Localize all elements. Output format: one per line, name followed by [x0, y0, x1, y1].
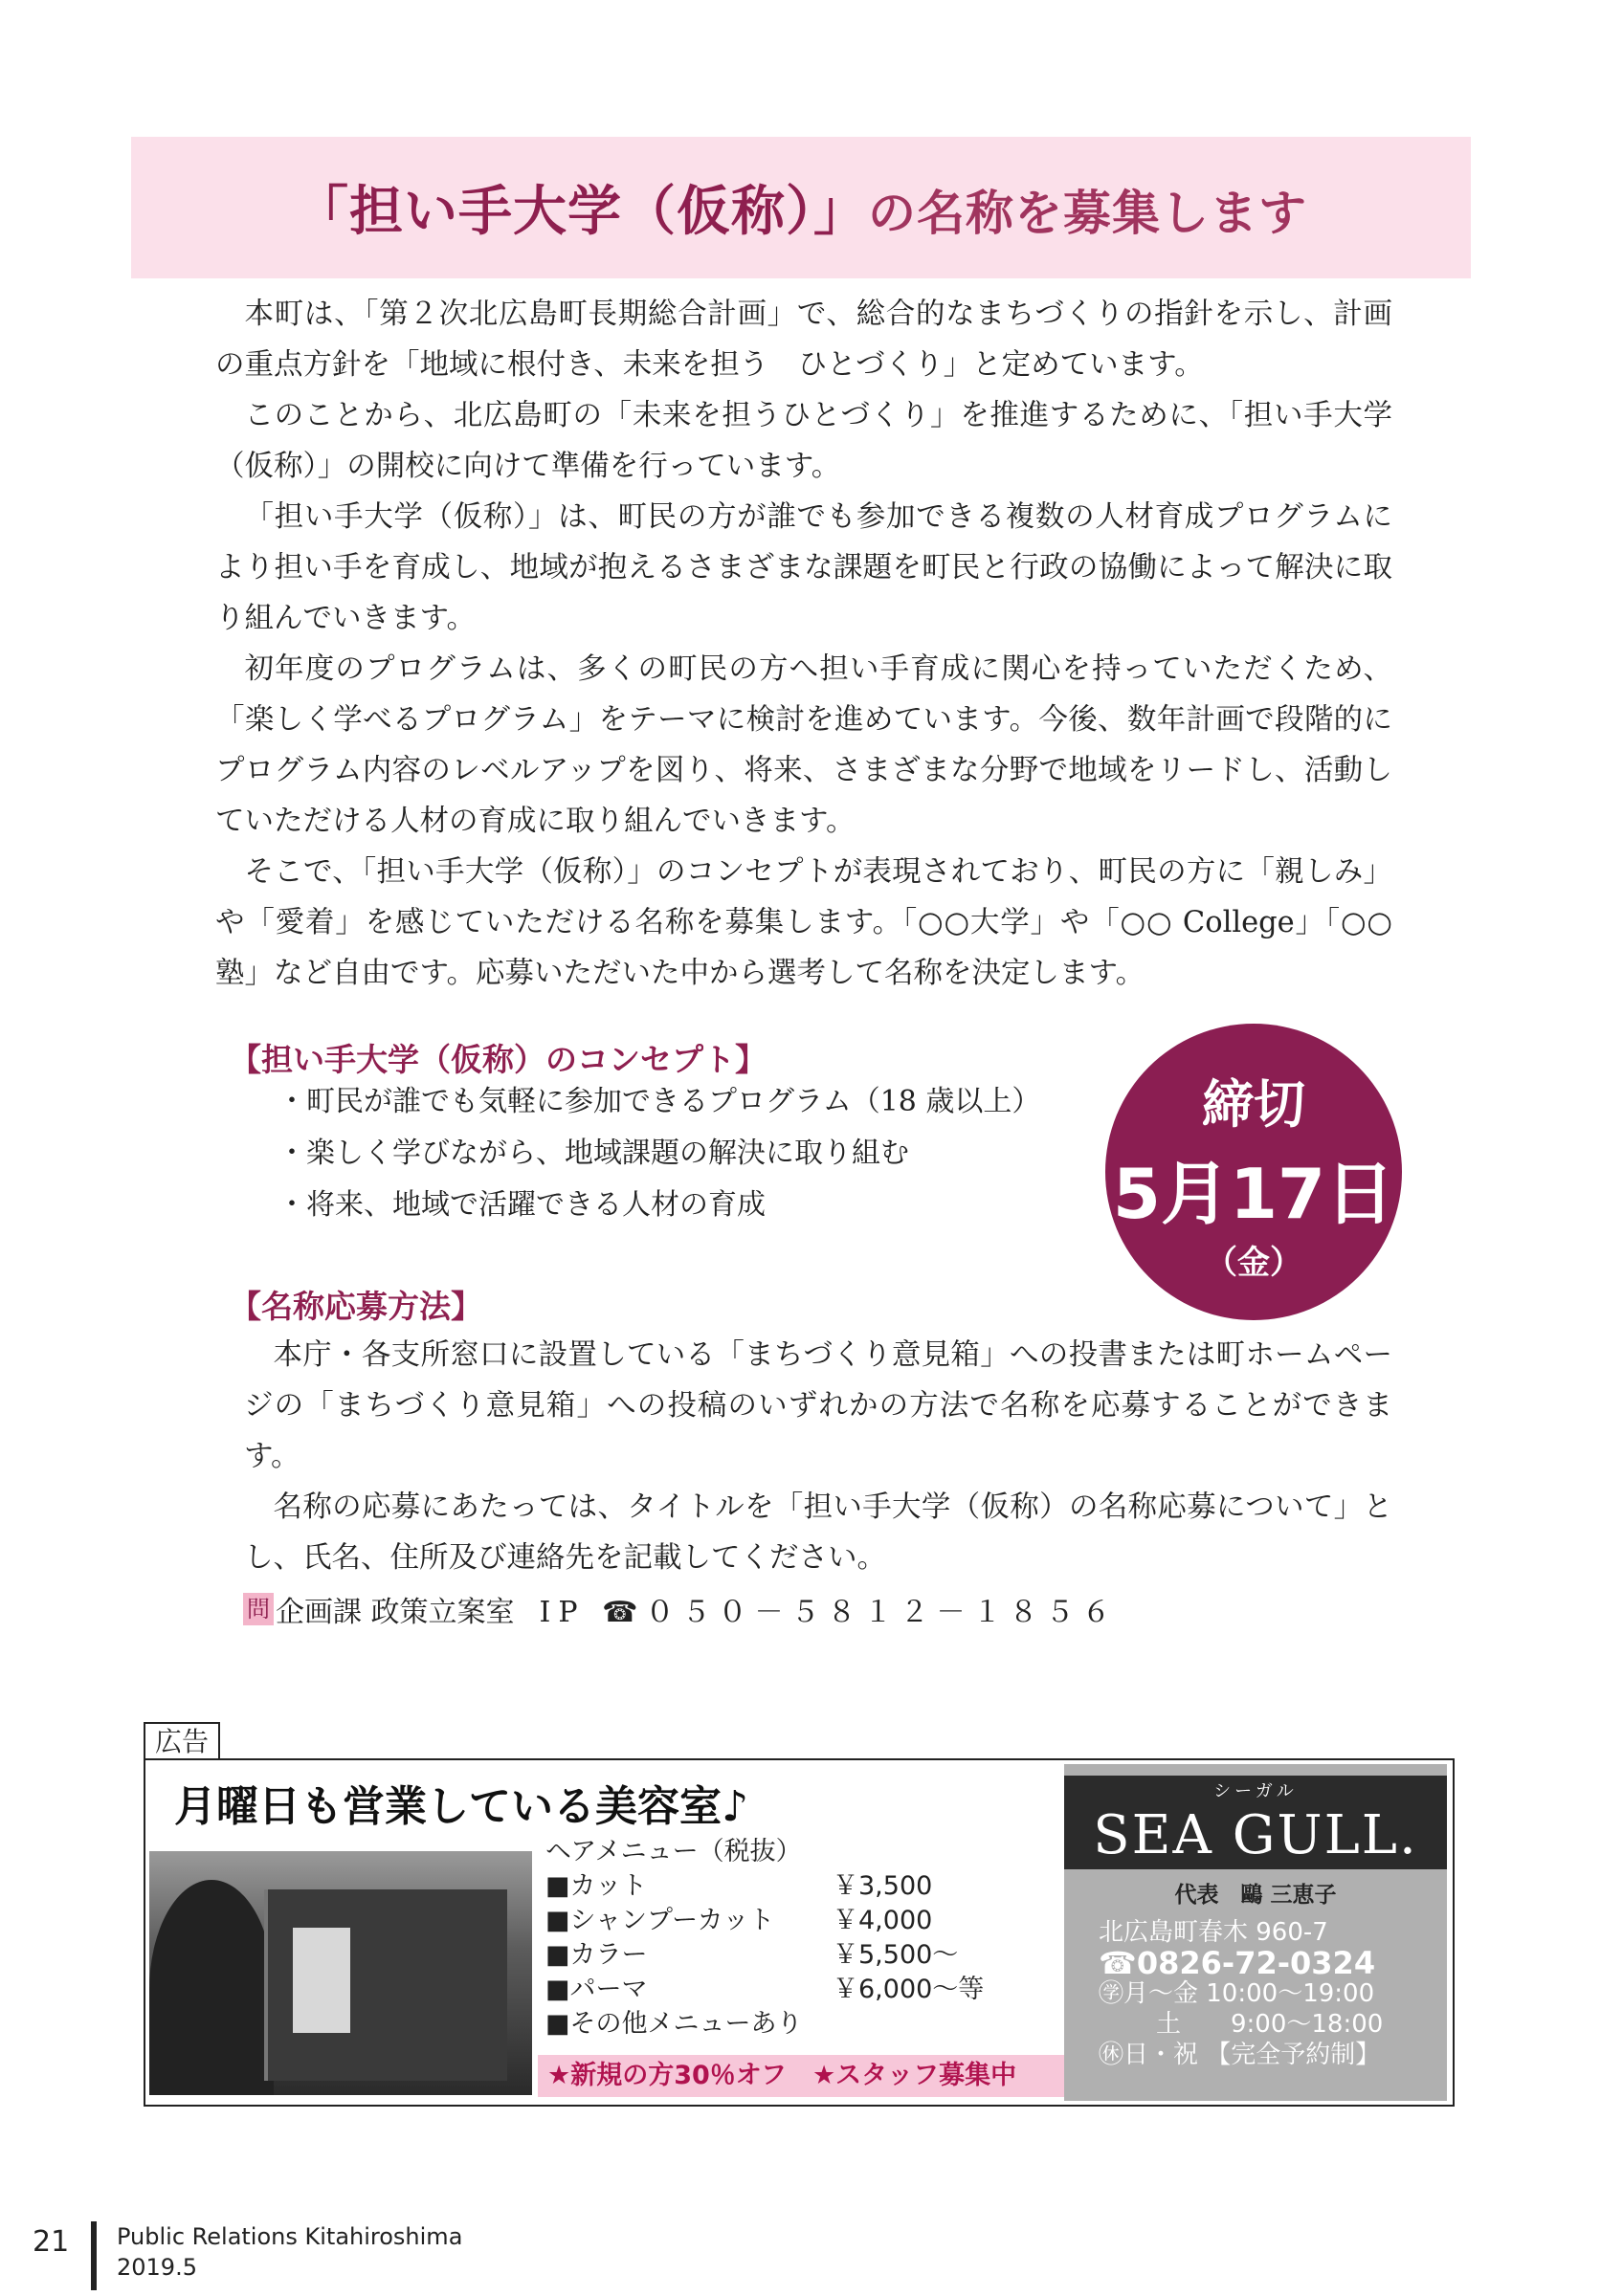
concept-heading: 【担い手大学（仮称）のコンセプト】: [230, 1041, 767, 1078]
menu-item-name: ■カット: [545, 1871, 648, 1901]
method-heading: 【名称応募方法】: [230, 1288, 482, 1325]
shop-owner: 代表 鷗 三恵子: [1174, 1883, 1337, 1908]
menu-item-name: ■その他メニューあり: [545, 2009, 803, 2039]
photo-window: [293, 1928, 350, 2033]
intro-paragraph: このことから、北広島町の「未来を担うひとづくり」を推進するために、「担い手大学（仮称）」の開校に向けて準備を行っています。: [215, 399, 1392, 483]
page-title: [295, 169, 1307, 246]
publication-date: 2019.5: [117, 2254, 197, 2281]
deadline-date: 5月17日: [1112, 1154, 1395, 1234]
deadline-badge: [1105, 1024, 1402, 1320]
footer-divider: [91, 2221, 97, 2290]
concept-item: ・将来、地域で活躍できる人材の育成: [278, 1188, 766, 1222]
shop-name: SEA GULL.: [1093, 1804, 1418, 1866]
shop-name-ruby: シーガル: [1213, 1781, 1298, 1801]
page-title-main: 「担い手大学（仮称）」: [295, 181, 868, 243]
ad-headline: 月曜日も営業している美容室♪: [174, 1782, 749, 1831]
shop-address: 北広島町春木 960-7: [1099, 1918, 1328, 1947]
menu-item-name: ■パーマ: [545, 1975, 648, 2004]
page-title-suffix: の名称を募集します: [868, 186, 1307, 241]
deadline-weekday: （金）: [1205, 1244, 1302, 1282]
menu-item-name: ■シャンプーカット: [545, 1906, 775, 1935]
intro-paragraph: そこで、「担い手大学（仮称）」のコンセプトが表現されており、町民の方に「親しみ」や「愛着」を感じていただける名称を募集します。「○○大学」や「○○ College」「○○塾」など自由です。応募いただいた中から選考して名称を決定します。: [215, 855, 1392, 990]
concept-list: [278, 1076, 1139, 1231]
shop-hours-weekday: ㊫月～金 10:00～19:00: [1099, 1979, 1375, 2008]
intro-paragraph: 本町は、「第２次北広島町長期総合計画」で、総合的なまちづくりの指針を示し、計画の重点方針を「地域に根付き、未来を担う ひとづくり」と定めています。: [215, 298, 1392, 382]
ad-tag: 広告: [144, 1722, 220, 1760]
shop-info-panel: [1064, 1764, 1447, 2101]
intro-paragraph: 初年度のプログラムは、多くの町民の方へ担い手育成に関心を持っていただくため、「楽しく学べるプログラム」をテーマに検討を進めています。今後、数年計画で段階的にプログラム内容のレベルアップを図り、将来、さまざまな分野で地域をリードし、活動していただける人材の育成に取り組んでいきます。: [215, 652, 1392, 838]
menu-item-name: ■カラー: [545, 1940, 648, 1970]
menu-title: ヘアメニュー（税抜）: [545, 1837, 802, 1866]
concept-item: ・楽しく学びながら、地域課題の解決に取り組む: [278, 1137, 909, 1170]
contact-tel: IP ☎０５０－５８１２－１８５６: [539, 1596, 1119, 1629]
photo-tree: [149, 1880, 274, 2095]
method-paragraph: 本庁・各支所窓口に設置している「まちづくり意見箱」への投書または町ホームページの「まちづくり意見箱」への投稿のいずれかの方法で名称を応募することができます。: [244, 1338, 1392, 1473]
menu-row: [545, 1869, 1024, 1904]
title-band: [131, 137, 1471, 278]
advertisement: [144, 1758, 1455, 2107]
menu-row: [545, 1904, 1024, 1938]
menu-row: [545, 1938, 1024, 1973]
shop-holiday: ㊡日・祝 【完全予約制】: [1099, 2041, 1381, 2069]
inquiry-mark: 問: [243, 1593, 274, 1625]
menu-row: [545, 2007, 1024, 2042]
contact-line: [243, 1588, 1119, 1630]
publication-name: Public Relations Kitahiroshima: [117, 2223, 463, 2250]
shop-tel: ☎0826-72-0324: [1099, 1945, 1376, 1981]
page-number: 21: [33, 2225, 70, 2259]
method-body: [244, 1330, 1392, 1583]
footer-publication: [117, 2221, 462, 2283]
menu-item-price: ￥6,000～等: [833, 1975, 985, 2004]
promo-banner: ★新規の方30％オフ ★スタッフ募集中: [538, 2055, 1064, 2097]
deadline-label: 締切: [1202, 1074, 1305, 1135]
concept-item: ・町民が誰でも気軽に参加できるプログラム（18 歳以上）: [278, 1085, 1041, 1118]
shop-logo: [1064, 1776, 1447, 1869]
menu-item-price: ￥4,000: [833, 1906, 933, 1935]
salon-photo: [149, 1851, 532, 2095]
shop-details: [1099, 1917, 1383, 2070]
shop-hours-saturday: 土 9:00～18:00: [1156, 2010, 1384, 2039]
method-paragraph: 名称の応募にあたっては、タイトルを「担い手大学（仮称）の名称応募について」とし、氏名、住所及び連絡先を記載してください。: [244, 1490, 1392, 1575]
menu-item-price: ￥3,500: [833, 1871, 933, 1901]
hair-menu: [545, 1835, 1024, 2042]
menu-item-price: ￥5,500～: [833, 1940, 959, 1970]
contact-dept: 企画課 政策立案室: [276, 1596, 515, 1629]
intro-paragraph: 「担い手大学（仮称）」は、町民の方が誰でも参加できる複数の人材育成プログラムにより担い手を育成し、地域が抱えるさまざまな課題を町民と行政の協働によって解決に取り組んでいきます。: [215, 500, 1392, 635]
intro-body: [215, 289, 1392, 999]
menu-row: [545, 1973, 1024, 2007]
